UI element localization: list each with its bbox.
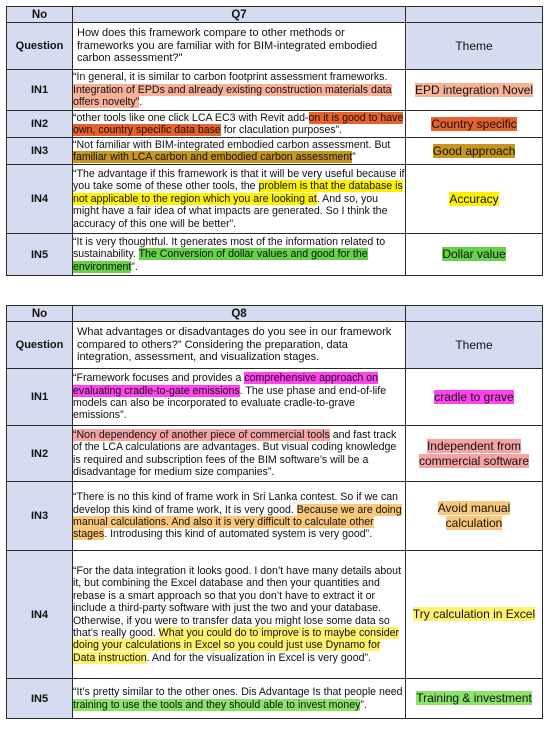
- theme-label: Dollar value: [442, 247, 506, 261]
- interviewee-id: IN4: [7, 165, 73, 234]
- theme-cell: [406, 369, 543, 426]
- interviewee-id: IN2: [7, 426, 73, 482]
- response-text: “other tools like one click LCA EC3 with Revit add-on it is good to have own, country specific data base for claculation purposes”.: [73, 111, 406, 138]
- response-text: “It is very thoughtful. It generates most of the information related to sustainability. The Conversion of dollar values and good for the environment”.: [73, 234, 406, 276]
- theme-cell: [406, 426, 543, 482]
- q8-table: [6, 305, 543, 719]
- q7-theme-header: Theme: [406, 23, 543, 70]
- interviewee-id: IN4: [7, 551, 73, 679]
- theme-cell: [406, 111, 543, 138]
- table-row: [7, 426, 543, 482]
- q7-question-text: How does this framework compare to other methods or frameworks you are familiar with for BIM-integrated embodied carbon assessment?": [73, 23, 406, 70]
- table-row: [7, 111, 543, 138]
- response-text: “It’s pretty similar to the other ones. Dis Advantage Is that people need training to use the tools and they should able to invest money”.: [73, 679, 406, 719]
- theme-label-line2: calculation: [445, 516, 503, 530]
- theme-cell: [406, 234, 543, 276]
- theme-label: EPD integration Novel: [414, 82, 534, 97]
- interviewee-id: IN1: [7, 70, 73, 111]
- q7-header-row: [7, 7, 543, 23]
- q7-question-number: Q7: [73, 7, 406, 23]
- theme-label: cradle to grave: [434, 389, 514, 404]
- theme-cell: [406, 138, 543, 165]
- table-row: [7, 482, 543, 551]
- q8-theme-header: Theme: [406, 322, 543, 369]
- theme-label: Good approach: [432, 143, 516, 158]
- theme-label: Try calculation in Excel: [412, 607, 536, 621]
- q8-question-label: Question: [7, 322, 73, 369]
- interviewee-id: IN5: [7, 679, 73, 719]
- response-text: “Framework focuses and provides a comprehensive approach on evaluating cradle-to-gate emissions. The use phase and end-of-life models can also be incorporated to evaluate cradle-to-grave emissions”.: [73, 369, 406, 426]
- highlighted-quote: on it is good to have own, country specific data base: [73, 111, 404, 136]
- response-text: “In general, it is similar to carbon footprint assessment frameworks. Integration of EPDs and already existing construction materials data offers novelty”.: [73, 70, 406, 111]
- q8-header-row: [7, 306, 543, 322]
- theme-label: Accuracy: [449, 191, 499, 206]
- theme-label-line1: Avoid manual: [437, 501, 511, 515]
- theme-label: Training & investment: [416, 691, 532, 705]
- theme-cell: [406, 70, 543, 111]
- highlighted-quote: The Conversion of dollar values and good for the environment: [73, 248, 368, 273]
- theme-cell: [406, 482, 543, 551]
- highlighted-quote: familiar with LCA carbon and embodied carbon assessment: [73, 151, 353, 163]
- theme-cell: [406, 551, 543, 679]
- q8-question-row: [7, 322, 543, 369]
- theme-cell: [406, 165, 543, 234]
- q7-question-row: [7, 23, 543, 70]
- table-row: [7, 234, 543, 276]
- response-text: “The advantage if this framework is that it will be very useful because if you take some of these other tools, the problem is that the database is not applicable to the region which you are looking at. And so, you might have a fair idea of what impacts are generated. So I think the accuracy of this one will be better”.: [73, 165, 406, 234]
- highlighted-quote: training to use the tools and they should able to invest money: [73, 698, 361, 711]
- interviewee-id: IN2: [7, 111, 73, 138]
- response-text: “Non dependency of another piece of commercial tools and fast track of the LCA calculations are advantages. But visual coding knowledge is required and subscription fees of the BIM software’s will be a disadvantage for medium size companies”.: [73, 426, 406, 482]
- theme-label: Country specific: [431, 116, 517, 131]
- response-text: “For the data integration it looks good. I don’t have many details about it, but combining the Excel database and then your quantities and rebase is a smart approach so that you don’t have to extract it or include a third-party software with just the two and your database. Otherwise, if you were to transfer data you might lose some data so that’s really good. What you could do to improve is to maybe consider doing your calculations in Excel so you could just use Dynamo for Data instruction. And for the visualization in Excel is very good”.: [73, 551, 406, 679]
- theme-label-line1: Independent from: [426, 438, 522, 453]
- interviewee-id: IN5: [7, 234, 73, 276]
- highlighted-quote: problem is that the database is not applicable to the region which you are looking at: [73, 180, 403, 205]
- highlighted-quote: Integration of EPDs and already existing construction materials data offers novelty”: [73, 83, 392, 109]
- response-text: “There is no this kind of frame work in Sri Lanka contest. So if we can develop this kind of frame work, It is very good. Because we are doing manual calculations. And also it is very difficult to calculate other stages. Introdusing this kind of automated system is very good”.: [73, 482, 406, 551]
- table-row: [7, 551, 543, 679]
- interviewee-id: IN3: [7, 482, 73, 551]
- interviewee-id: IN1: [7, 369, 73, 426]
- table-row: [7, 165, 543, 234]
- theme-cell: [406, 679, 543, 719]
- theme-label-line2: commercial software: [418, 453, 530, 468]
- highlighted-quote: “Non dependency of another piece of commercial tools: [73, 428, 330, 441]
- response-text: “Not familiar with BIM-integrated embodied carbon assessment. But familiar with LCA carbon and embodied carbon assessment”: [73, 138, 406, 165]
- highlighted-quote: What you could do to improve is to maybe consider doing your calculations in Excel so you could just use Dynamo for Data instruction: [73, 626, 400, 664]
- q8-no-header: No: [7, 306, 73, 322]
- highlighted-quote: Because we are doing manual calculations. And also it is very difficult to calculate other stages: [73, 503, 402, 541]
- q7-no-header: No: [7, 7, 73, 23]
- table-row: [7, 138, 543, 165]
- interviewee-id: IN3: [7, 138, 73, 165]
- q8-question-number: Q8: [73, 306, 406, 322]
- table-row: [7, 369, 543, 426]
- table-row: [7, 679, 543, 719]
- q7-question-label: Question: [7, 23, 73, 70]
- highlighted-quote: comprehensive approach on evaluating cradle-to-gate emissions: [73, 372, 379, 397]
- q7-table: [6, 6, 543, 276]
- q8-question-text: What advantages or disadvantages do you see in our framework compared to others?” Considering the preparation, data integration, assessment, and visualization stages.: [73, 322, 406, 369]
- table-row: [7, 70, 543, 111]
